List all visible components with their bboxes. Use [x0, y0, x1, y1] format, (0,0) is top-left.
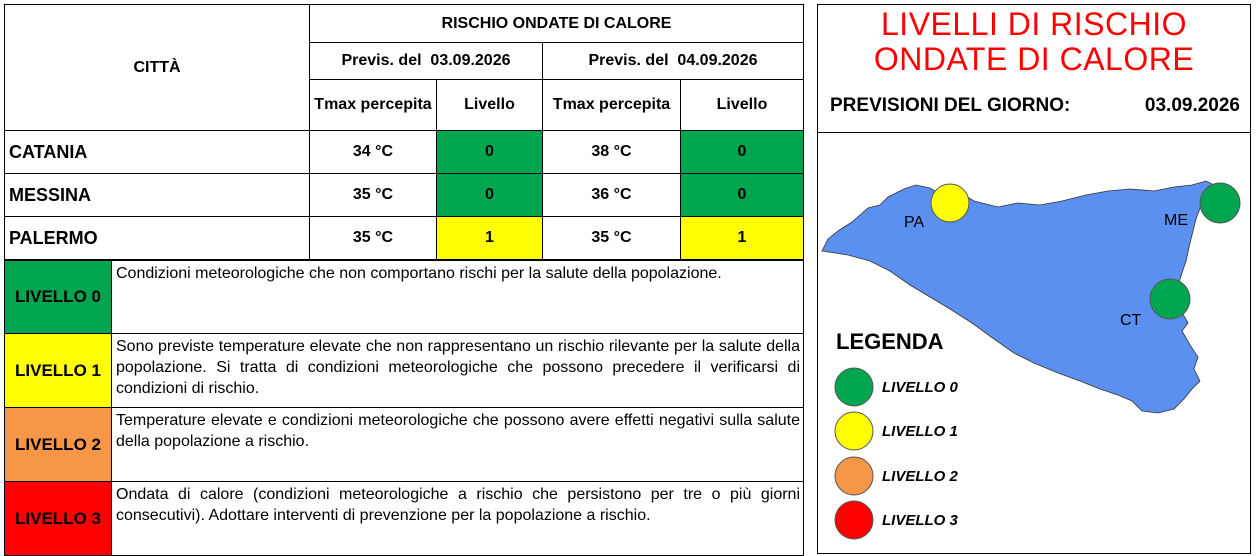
palermo-marker: [931, 184, 969, 222]
risk-table-section: [4, 4, 803, 554]
forecast-date: 03.09.2026: [1144, 95, 1240, 116]
forecast-day-1-header: Previs. del 03.09.2026: [310, 43, 543, 80]
table-title: RISCHIO ONDATE DI CALORE: [310, 5, 804, 43]
level-descriptions: [4, 260, 804, 556]
panel-title-line-2: ONDATE DI CALORE: [873, 41, 1195, 77]
level-1-label: LIVELLO 1: [5, 334, 112, 408]
level-description-row: [5, 482, 804, 556]
legend-label: LIVELLO 2: [882, 468, 958, 485]
level-2-label: LIVELLO 2: [5, 408, 112, 482]
level-header-day-1: Livello: [437, 80, 543, 131]
sicily-map: [818, 133, 1250, 553]
forecast-label: PREVISIONI DEL GIORNO:: [830, 95, 1071, 116]
level-cell: 0: [681, 131, 804, 174]
legend-label: LIVELLO 3: [882, 512, 958, 529]
level-cell: 0: [681, 174, 804, 217]
city-name: PALERMO: [5, 217, 310, 260]
tmax-header-day-2: Tmax percepita: [543, 80, 681, 131]
level-3-description: Ondata di calore (condizioni meteorologiche a rischio che persistono per tre o più giorni consecutivi). Adottare interventi di prevenzione per la popolazione a rischio.: [112, 482, 804, 556]
city-code-label: ME: [1164, 212, 1188, 229]
city-name: CATANIA: [5, 131, 310, 174]
city-code-label: PA: [904, 214, 925, 231]
tmax-value: 36 °C: [543, 174, 681, 217]
legend-swatch-level-2: [835, 457, 873, 495]
tmax-value: 35 °C: [543, 217, 681, 260]
city-code-label: CT: [1120, 312, 1142, 329]
level-header-day-2: Livello: [681, 80, 804, 131]
legend-swatch-level-0: [835, 368, 873, 406]
city-name: MESSINA: [5, 174, 310, 217]
level-description-row: [5, 334, 804, 408]
risk-map-panel: [817, 4, 1251, 554]
level-description-row: [5, 261, 804, 334]
city-column-header: CITTÀ: [5, 5, 310, 131]
level-0-label: LIVELLO 0: [5, 261, 112, 334]
tmax-header-day-1: Tmax percepita: [310, 80, 437, 131]
level-cell: 1: [437, 217, 543, 260]
risk-table: [4, 4, 804, 260]
level-description-row: [5, 408, 804, 482]
panel-title-line-1: LIVELLI DI RISCHIO: [881, 6, 1187, 42]
level-3-label: LIVELLO 3: [5, 482, 112, 556]
tmax-value: 38 °C: [543, 131, 681, 174]
level-cell: 1: [681, 217, 804, 260]
table-row: [5, 131, 804, 174]
legend-label: LIVELLO 0: [882, 379, 958, 396]
level-2-description: Temperature elevate e condizioni meteorologiche che possono avere effetti negativi sulla salute della popolazione a rischio.: [112, 408, 804, 482]
legend-label: LIVELLO 1: [882, 423, 958, 440]
level-cell: 0: [437, 174, 543, 217]
legend-swatch-level-1: [835, 412, 873, 450]
tmax-value: 34 °C: [310, 131, 437, 174]
table-row: [5, 217, 804, 260]
tmax-value: 35 °C: [310, 217, 437, 260]
legend-title: LEGENDA: [836, 329, 944, 354]
table-row: [5, 174, 804, 217]
tmax-value: 35 °C: [310, 174, 437, 217]
catania-marker: [1150, 279, 1190, 319]
legend-swatch-level-3: [835, 501, 873, 539]
level-cell: 0: [437, 131, 543, 174]
messina-marker: [1200, 183, 1240, 223]
forecast-day-2-header: Previs. del 04.09.2026: [543, 43, 804, 80]
level-1-description: Sono previste temperature elevate che non rappresentano un rischio rilevante per la salute della popolazione. Si tratta di condizioni meteorologiche che possono precedere il verificarsi di condizioni di rischio.: [112, 334, 804, 408]
panel-header: [818, 5, 1250, 133]
forecast-date-row: [830, 95, 1240, 117]
level-0-description: Condizioni meteorologiche che non comportano rischi per la salute della popolazione.: [112, 261, 804, 334]
